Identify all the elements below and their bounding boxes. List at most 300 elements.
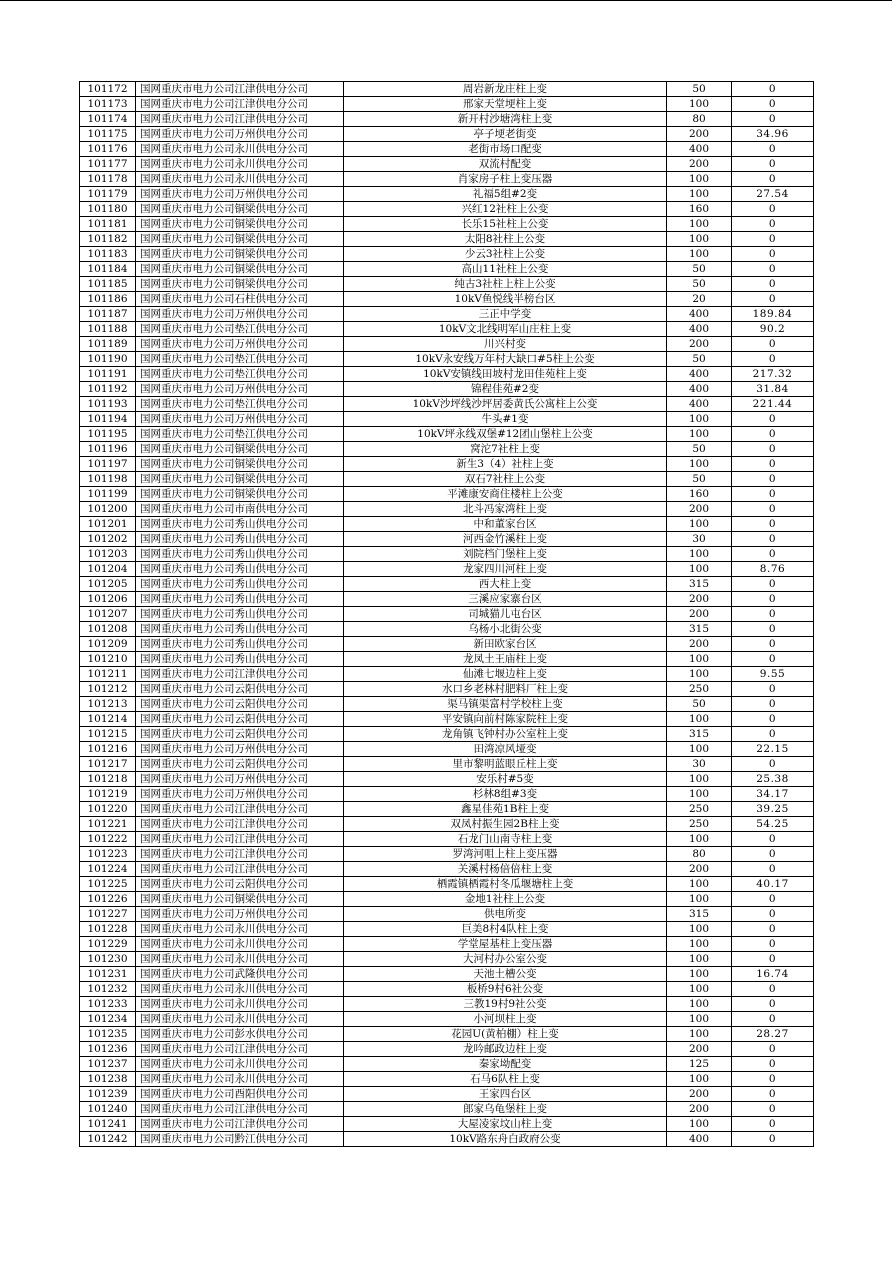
station-name-cell: 10kV鱼悦线半榜台区 — [344, 292, 667, 307]
company-cell: 国网重庆市电力公司永川供电分公司 — [136, 157, 344, 172]
capacity-cell: 200 — [667, 862, 732, 877]
value-cell: 0 — [732, 982, 814, 997]
table-row — [80, 817, 814, 832]
table-row — [80, 637, 814, 652]
page-top-border — [0, 0, 892, 1]
transformer-table — [79, 81, 814, 1147]
capacity-cell: 315 — [667, 907, 732, 922]
table-row — [80, 1117, 814, 1132]
station-name-cell: 石马6队柱上变 — [344, 1072, 667, 1087]
value-cell: 0 — [732, 1132, 814, 1147]
value-cell: 0 — [732, 247, 814, 262]
value-cell: 0 — [732, 592, 814, 607]
capacity-cell: 100 — [667, 937, 732, 952]
capacity-cell: 100 — [667, 712, 732, 727]
value-cell: 0 — [732, 952, 814, 967]
row-id-cell: 101237 — [80, 1057, 136, 1072]
row-id-cell: 101201 — [80, 517, 136, 532]
company-cell: 国网重庆市电力公司万州供电分公司 — [136, 382, 344, 397]
capacity-cell: 200 — [667, 607, 732, 622]
table-row — [80, 1042, 814, 1057]
capacity-cell: 400 — [667, 307, 732, 322]
station-name-cell: 新田欧家台区 — [344, 637, 667, 652]
capacity-cell: 160 — [667, 202, 732, 217]
station-name-cell: 少云3社柱上公变 — [344, 247, 667, 262]
value-cell: 8.76 — [732, 562, 814, 577]
row-id-cell: 101189 — [80, 337, 136, 352]
capacity-cell: 50 — [667, 352, 732, 367]
value-cell: 39.25 — [732, 802, 814, 817]
row-id-cell: 101221 — [80, 817, 136, 832]
table-row — [80, 652, 814, 667]
company-cell: 国网重庆市电力公司铜梁供电分公司 — [136, 472, 344, 487]
row-id-cell: 101190 — [80, 352, 136, 367]
station-name-cell: 北斗冯家湾柱上变 — [344, 502, 667, 517]
row-id-cell: 101222 — [80, 832, 136, 847]
station-name-cell: 10kV沙坪线沙坪居委黄氏公寓柱上公变 — [344, 397, 667, 412]
station-name-cell: 板桥9村6社公变 — [344, 982, 667, 997]
capacity-cell: 100 — [667, 172, 732, 187]
capacity-cell: 100 — [667, 412, 732, 427]
table-row — [80, 457, 814, 472]
capacity-cell: 100 — [667, 892, 732, 907]
station-name-cell: 天池土槽公变 — [344, 967, 667, 982]
table-row — [80, 622, 814, 637]
capacity-cell: 125 — [667, 1057, 732, 1072]
company-cell: 国网重庆市电力公司黔江供电分公司 — [136, 1132, 344, 1147]
table-row — [80, 1057, 814, 1072]
value-cell: 0 — [732, 157, 814, 172]
capacity-cell: 100 — [667, 1027, 732, 1042]
capacity-cell: 100 — [667, 982, 732, 997]
company-cell: 国网重庆市电力公司万州供电分公司 — [136, 337, 344, 352]
capacity-cell: 30 — [667, 532, 732, 547]
value-cell: 0 — [732, 1102, 814, 1117]
value-cell: 31.84 — [732, 382, 814, 397]
table-row — [80, 832, 814, 847]
capacity-cell: 100 — [667, 772, 732, 787]
company-cell: 国网重庆市电力公司永川供电分公司 — [136, 1057, 344, 1072]
table-row — [80, 1027, 814, 1042]
table-row — [80, 892, 814, 907]
station-name-cell: 兴红12社柱上公变 — [344, 202, 667, 217]
row-id-cell: 101180 — [80, 202, 136, 217]
capacity-cell: 100 — [667, 247, 732, 262]
table-row — [80, 337, 814, 352]
row-id-cell: 101227 — [80, 907, 136, 922]
row-id-cell: 101203 — [80, 547, 136, 562]
capacity-cell: 100 — [667, 652, 732, 667]
row-id-cell: 101216 — [80, 742, 136, 757]
company-cell: 国网重庆市电力公司江津供电分公司 — [136, 802, 344, 817]
table-body — [80, 82, 814, 1147]
capacity-cell: 315 — [667, 577, 732, 592]
value-cell: 0 — [732, 427, 814, 442]
row-id-cell: 101218 — [80, 772, 136, 787]
row-id-cell: 101228 — [80, 922, 136, 937]
row-id-cell: 101238 — [80, 1072, 136, 1087]
value-cell: 0 — [732, 232, 814, 247]
table-row — [80, 682, 814, 697]
table-row — [80, 502, 814, 517]
station-name-cell: 金地1社柱上公变 — [344, 892, 667, 907]
capacity-cell: 200 — [667, 592, 732, 607]
value-cell: 0 — [732, 622, 814, 637]
capacity-cell: 100 — [667, 97, 732, 112]
company-cell: 国网重庆市电力公司永川供电分公司 — [136, 1072, 344, 1087]
row-id-cell: 101195 — [80, 427, 136, 442]
row-id-cell: 101191 — [80, 367, 136, 382]
company-cell: 国网重庆市电力公司永川供电分公司 — [136, 1012, 344, 1027]
value-cell: 40.17 — [732, 877, 814, 892]
row-id-cell: 101213 — [80, 697, 136, 712]
value-cell: 0 — [732, 682, 814, 697]
row-id-cell: 101225 — [80, 877, 136, 892]
company-cell: 国网重庆市电力公司云阳供电分公司 — [136, 727, 344, 742]
capacity-cell: 100 — [667, 457, 732, 472]
value-cell: 0 — [732, 262, 814, 277]
table-row — [80, 727, 814, 742]
row-id-cell: 101186 — [80, 292, 136, 307]
table-row — [80, 217, 814, 232]
capacity-cell: 50 — [667, 277, 732, 292]
station-name-cell: 中和董家台区 — [344, 517, 667, 532]
company-cell: 国网重庆市电力公司永川供电分公司 — [136, 142, 344, 157]
capacity-cell: 100 — [667, 217, 732, 232]
row-id-cell: 101223 — [80, 847, 136, 862]
value-cell: 0 — [732, 637, 814, 652]
station-name-cell: 10kV安镇线田坡村龙田佳苑柱上变 — [344, 367, 667, 382]
capacity-cell: 50 — [667, 262, 732, 277]
company-cell: 国网重庆市电力公司万州供电分公司 — [136, 742, 344, 757]
table-row — [80, 667, 814, 682]
row-id-cell: 101230 — [80, 952, 136, 967]
company-cell: 国网重庆市电力公司垫江供电分公司 — [136, 367, 344, 382]
row-id-cell: 101181 — [80, 217, 136, 232]
company-cell: 国网重庆市电力公司江津供电分公司 — [136, 82, 344, 97]
value-cell: 0 — [732, 202, 814, 217]
row-id-cell: 101200 — [80, 502, 136, 517]
capacity-cell: 250 — [667, 817, 732, 832]
station-name-cell: 栖霞镇栖霞村冬瓜堰塘柱上变 — [344, 877, 667, 892]
company-cell: 国网重庆市电力公司江津供电分公司 — [136, 862, 344, 877]
station-name-cell: 关溪村杨倍倍柱上变 — [344, 862, 667, 877]
value-cell: 16.74 — [732, 967, 814, 982]
station-name-cell: 大屋凌家坟山柱上变 — [344, 1117, 667, 1132]
station-name-cell: 安乐村#5变 — [344, 772, 667, 787]
row-id-cell: 101233 — [80, 997, 136, 1012]
station-name-cell: 花园U(黄柏棚）柱上变 — [344, 1027, 667, 1042]
company-cell: 国网重庆市电力公司秀山供电分公司 — [136, 637, 344, 652]
table-row — [80, 532, 814, 547]
row-id-cell: 101187 — [80, 307, 136, 322]
row-id-cell: 101234 — [80, 1012, 136, 1027]
station-name-cell: 西大柱上变 — [344, 577, 667, 592]
capacity-cell: 80 — [667, 847, 732, 862]
table-row — [80, 382, 814, 397]
company-cell: 国网重庆市电力公司永川供电分公司 — [136, 997, 344, 1012]
station-name-cell: 供电所变 — [344, 907, 667, 922]
company-cell: 国网重庆市电力公司石柱供电分公司 — [136, 292, 344, 307]
table-row — [80, 262, 814, 277]
capacity-cell: 100 — [667, 742, 732, 757]
table-row — [80, 997, 814, 1012]
row-id-cell: 101212 — [80, 682, 136, 697]
company-cell: 国网重庆市电力公司云阳供电分公司 — [136, 682, 344, 697]
station-name-cell: 司城猫儿屯台区 — [344, 607, 667, 622]
capacity-cell: 100 — [667, 562, 732, 577]
row-id-cell: 101220 — [80, 802, 136, 817]
row-id-cell: 101179 — [80, 187, 136, 202]
table-row — [80, 967, 814, 982]
station-name-cell: 太阳8社柱上公变 — [344, 232, 667, 247]
company-cell: 国网重庆市电力公司永川供电分公司 — [136, 172, 344, 187]
table-row — [80, 952, 814, 967]
row-id-cell: 101185 — [80, 277, 136, 292]
company-cell: 国网重庆市电力公司云阳供电分公司 — [136, 757, 344, 772]
capacity-cell: 200 — [667, 1102, 732, 1117]
capacity-cell: 50 — [667, 82, 732, 97]
station-name-cell: 巨美8村4队柱上变 — [344, 922, 667, 937]
company-cell: 国网重庆市电力公司铜梁供电分公司 — [136, 892, 344, 907]
station-name-cell: 10kV路东舟白政府公变 — [344, 1132, 667, 1147]
value-cell: 54.25 — [732, 817, 814, 832]
company-cell: 国网重庆市电力公司云阳供电分公司 — [136, 877, 344, 892]
station-name-cell: 邢家天堂埂柱上变 — [344, 97, 667, 112]
row-id-cell: 101197 — [80, 457, 136, 472]
table-row — [80, 82, 814, 97]
row-id-cell: 101210 — [80, 652, 136, 667]
company-cell: 国网重庆市电力公司铜梁供电分公司 — [136, 232, 344, 247]
row-id-cell: 101232 — [80, 982, 136, 997]
station-name-cell: 10kV坪永线双堡#12团山堡柱上公变 — [344, 427, 667, 442]
row-id-cell: 101240 — [80, 1102, 136, 1117]
table-row — [80, 442, 814, 457]
table-row — [80, 277, 814, 292]
company-cell: 国网重庆市电力公司垫江供电分公司 — [136, 397, 344, 412]
table-row — [80, 307, 814, 322]
station-name-cell: 学堂屋基柱上变压器 — [344, 937, 667, 952]
row-id-cell: 101215 — [80, 727, 136, 742]
station-name-cell: 乌杨小北街公变 — [344, 622, 667, 637]
station-name-cell: 新开村沙塘湾柱上变 — [344, 112, 667, 127]
value-cell: 0 — [732, 517, 814, 532]
table-row — [80, 112, 814, 127]
table-row — [80, 427, 814, 442]
table-row — [80, 1087, 814, 1102]
company-cell: 国网重庆市电力公司武隆供电分公司 — [136, 967, 344, 982]
capacity-cell: 200 — [667, 157, 732, 172]
company-cell: 国网重庆市电力公司万州供电分公司 — [136, 772, 344, 787]
table-row — [80, 922, 814, 937]
capacity-cell: 100 — [667, 1072, 732, 1087]
row-id-cell: 101194 — [80, 412, 136, 427]
company-cell: 国网重庆市电力公司万州供电分公司 — [136, 187, 344, 202]
table-row — [80, 397, 814, 412]
station-name-cell: 鑫星佳苑1B柱上变 — [344, 802, 667, 817]
station-name-cell: 双流村配变 — [344, 157, 667, 172]
company-cell: 国网重庆市电力公司酉阳供电分公司 — [136, 1087, 344, 1102]
value-cell: 9.55 — [732, 667, 814, 682]
row-id-cell: 101183 — [80, 247, 136, 262]
company-cell: 国网重庆市电力公司江津供电分公司 — [136, 667, 344, 682]
value-cell: 0 — [732, 907, 814, 922]
row-id-cell: 101182 — [80, 232, 136, 247]
company-cell: 国网重庆市电力公司江津供电分公司 — [136, 1117, 344, 1132]
table-row — [80, 127, 814, 142]
row-id-cell: 101192 — [80, 382, 136, 397]
station-name-cell: 郎家乌龟堡柱上变 — [344, 1102, 667, 1117]
station-name-cell: 周岩新龙庄柱上变 — [344, 82, 667, 97]
company-cell: 国网重庆市电力公司秀山供电分公司 — [136, 562, 344, 577]
table-row — [80, 472, 814, 487]
value-cell: 0 — [732, 337, 814, 352]
capacity-cell: 30 — [667, 757, 732, 772]
capacity-cell: 80 — [667, 112, 732, 127]
table-row — [80, 202, 814, 217]
capacity-cell: 400 — [667, 322, 732, 337]
value-cell: 0 — [732, 997, 814, 1012]
value-cell: 217.32 — [732, 367, 814, 382]
table-row — [80, 772, 814, 787]
station-name-cell: 三正中学变 — [344, 307, 667, 322]
capacity-cell: 100 — [667, 967, 732, 982]
capacity-cell: 100 — [667, 517, 732, 532]
value-cell: 0 — [732, 577, 814, 592]
row-id-cell: 101226 — [80, 892, 136, 907]
row-id-cell: 101204 — [80, 562, 136, 577]
station-name-cell: 纯古3社柱上柱上公变 — [344, 277, 667, 292]
company-cell: 国网重庆市电力公司云阳供电分公司 — [136, 712, 344, 727]
row-id-cell: 101206 — [80, 592, 136, 607]
capacity-cell: 160 — [667, 487, 732, 502]
value-cell: 0 — [732, 712, 814, 727]
row-id-cell: 101175 — [80, 127, 136, 142]
company-cell: 国网重庆市电力公司永川供电分公司 — [136, 982, 344, 997]
company-cell: 国网重庆市电力公司江津供电分公司 — [136, 97, 344, 112]
value-cell: 0 — [732, 697, 814, 712]
value-cell: 0 — [732, 607, 814, 622]
value-cell: 0 — [732, 487, 814, 502]
value-cell: 189.84 — [732, 307, 814, 322]
row-id-cell: 101199 — [80, 487, 136, 502]
row-id-cell: 101209 — [80, 637, 136, 652]
row-id-cell: 101239 — [80, 1087, 136, 1102]
capacity-cell: 100 — [667, 667, 732, 682]
value-cell: 0 — [732, 1072, 814, 1087]
row-id-cell: 101242 — [80, 1132, 136, 1147]
station-name-cell: 龙吟邮政边柱上变 — [344, 1042, 667, 1057]
company-cell: 国网重庆市电力公司秀山供电分公司 — [136, 547, 344, 562]
value-cell: 0 — [732, 1087, 814, 1102]
company-cell: 国网重庆市电力公司永川供电分公司 — [136, 922, 344, 937]
capacity-cell: 100 — [667, 427, 732, 442]
table-row — [80, 982, 814, 997]
value-cell: 221.44 — [732, 397, 814, 412]
station-name-cell: 刘院档门堡柱上变 — [344, 547, 667, 562]
company-cell: 国网重庆市电力公司万州供电分公司 — [136, 307, 344, 322]
company-cell: 国网重庆市电力公司江津供电分公司 — [136, 1042, 344, 1057]
capacity-cell: 315 — [667, 727, 732, 742]
station-name-cell: 高山11社柱上公变 — [344, 262, 667, 277]
row-id-cell: 101202 — [80, 532, 136, 547]
capacity-cell: 50 — [667, 697, 732, 712]
station-name-cell: 渠马镇渠富村学校柱上变 — [344, 697, 667, 712]
table-row — [80, 547, 814, 562]
row-id-cell: 101211 — [80, 667, 136, 682]
table-row — [80, 862, 814, 877]
station-name-cell: 仙滩七堰边柱上变 — [344, 667, 667, 682]
row-id-cell: 101172 — [80, 82, 136, 97]
row-id-cell: 101196 — [80, 442, 136, 457]
table-row — [80, 1012, 814, 1027]
table-row — [80, 877, 814, 892]
value-cell: 27.54 — [732, 187, 814, 202]
row-id-cell: 101217 — [80, 757, 136, 772]
company-cell: 国网重庆市电力公司永川供电分公司 — [136, 937, 344, 952]
station-name-cell: 罗湾河咀上柱上变压器 — [344, 847, 667, 862]
value-cell: 0 — [732, 277, 814, 292]
row-id-cell: 101188 — [80, 322, 136, 337]
station-name-cell: 三溪应家寨台区 — [344, 592, 667, 607]
table-row — [80, 1132, 814, 1147]
company-cell: 国网重庆市电力公司垫江供电分公司 — [136, 322, 344, 337]
table-row — [80, 1072, 814, 1087]
row-id-cell: 101208 — [80, 622, 136, 637]
value-cell: 0 — [732, 922, 814, 937]
row-id-cell: 101207 — [80, 607, 136, 622]
capacity-cell: 400 — [667, 382, 732, 397]
capacity-cell: 200 — [667, 1042, 732, 1057]
table-row — [80, 937, 814, 952]
value-cell: 34.17 — [732, 787, 814, 802]
value-cell: 0 — [732, 217, 814, 232]
station-name-cell: 三教19村9社公变 — [344, 997, 667, 1012]
value-cell: 0 — [732, 82, 814, 97]
capacity-cell: 100 — [667, 1012, 732, 1027]
value-cell: 0 — [732, 892, 814, 907]
table-row — [80, 157, 814, 172]
company-cell: 国网重庆市电力公司铜梁供电分公司 — [136, 457, 344, 472]
station-name-cell: 平安镇向前村陈家院柱上变 — [344, 712, 667, 727]
table-row — [80, 847, 814, 862]
value-cell: 0 — [732, 547, 814, 562]
value-cell: 22.15 — [732, 742, 814, 757]
table-row — [80, 592, 814, 607]
station-name-cell: 龙家四川河柱上变 — [344, 562, 667, 577]
value-cell: 0 — [732, 1012, 814, 1027]
value-cell: 0 — [732, 457, 814, 472]
company-cell: 国网重庆市电力公司永川供电分公司 — [136, 952, 344, 967]
capacity-cell: 400 — [667, 1132, 732, 1147]
value-cell: 0 — [732, 937, 814, 952]
table-row — [80, 907, 814, 922]
table-row — [80, 322, 814, 337]
row-id-cell: 101198 — [80, 472, 136, 487]
table-row — [80, 697, 814, 712]
station-name-cell: 川兴村变 — [344, 337, 667, 352]
company-cell: 国网重庆市电力公司秀山供电分公司 — [136, 592, 344, 607]
company-cell: 国网重庆市电力公司秀山供电分公司 — [136, 652, 344, 667]
capacity-cell: 400 — [667, 367, 732, 382]
capacity-cell: 100 — [667, 787, 732, 802]
row-id-cell: 101176 — [80, 142, 136, 157]
company-cell: 国网重庆市电力公司秀山供电分公司 — [136, 517, 344, 532]
company-cell: 国网重庆市电力公司江津供电分公司 — [136, 112, 344, 127]
table-row — [80, 142, 814, 157]
capacity-cell: 100 — [667, 1117, 732, 1132]
row-id-cell: 101193 — [80, 397, 136, 412]
